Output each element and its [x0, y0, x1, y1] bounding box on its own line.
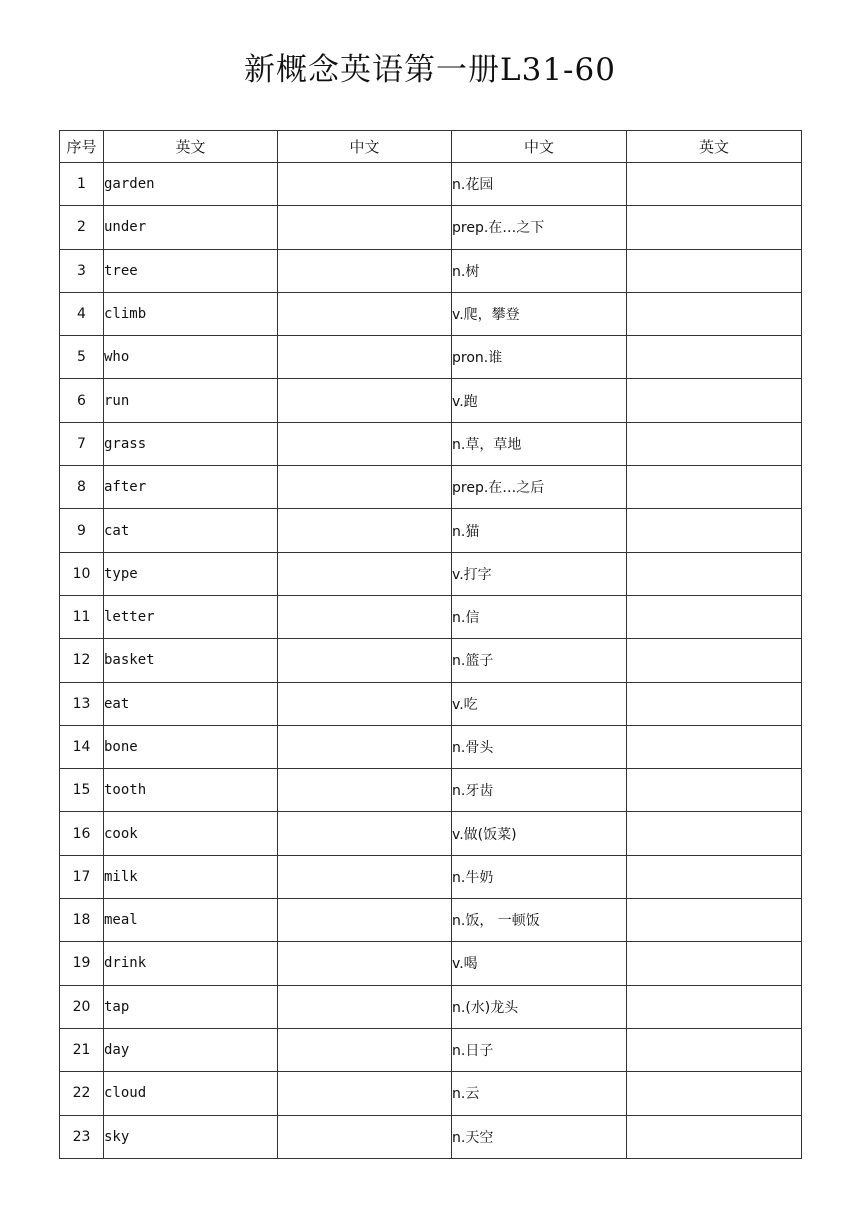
english-word: tap	[104, 985, 278, 1028]
chinese-answer-cell	[278, 206, 452, 249]
chinese-answer-cell	[278, 595, 452, 638]
english-word: tooth	[104, 769, 278, 812]
english-word: tree	[104, 249, 278, 292]
english-word: milk	[104, 855, 278, 898]
row-number: 5	[60, 336, 104, 379]
table-row	[60, 1028, 802, 1071]
english-answer-cell	[627, 509, 802, 552]
table-row	[60, 1072, 802, 1115]
english-word: basket	[104, 639, 278, 682]
chinese-answer-cell	[278, 985, 452, 1028]
row-number: 6	[60, 379, 104, 422]
table-row	[60, 336, 802, 379]
row-number: 18	[60, 899, 104, 942]
chinese-answer-cell	[278, 336, 452, 379]
english-answer-cell	[627, 682, 802, 725]
english-word: day	[104, 1028, 278, 1071]
english-word: under	[104, 206, 278, 249]
table-row	[60, 682, 802, 725]
english-answer-cell	[627, 595, 802, 638]
chinese-meaning: n.(水)龙头	[452, 985, 627, 1028]
header-number: 序号	[60, 131, 104, 163]
chinese-meaning: prep.在…之后	[452, 466, 627, 509]
chinese-answer-cell	[278, 812, 452, 855]
row-number: 21	[60, 1028, 104, 1071]
chinese-answer-cell	[278, 855, 452, 898]
english-word: eat	[104, 682, 278, 725]
table-row	[60, 163, 802, 206]
chinese-answer-cell	[278, 422, 452, 465]
english-answer-cell	[627, 855, 802, 898]
chinese-meaning: n.猫	[452, 509, 627, 552]
table-row	[60, 292, 802, 335]
table-row	[60, 985, 802, 1028]
chinese-answer-cell	[278, 249, 452, 292]
table-row	[60, 769, 802, 812]
english-answer-cell	[627, 292, 802, 335]
chinese-meaning: n.饭， 一顿饭	[452, 899, 627, 942]
row-number: 1	[60, 163, 104, 206]
row-number: 22	[60, 1072, 104, 1115]
row-number: 7	[60, 422, 104, 465]
chinese-meaning: n.树	[452, 249, 627, 292]
chinese-answer-cell	[278, 1115, 452, 1158]
english-answer-cell	[627, 552, 802, 595]
table-row	[60, 552, 802, 595]
english-word: sky	[104, 1115, 278, 1158]
row-number: 23	[60, 1115, 104, 1158]
english-word: grass	[104, 422, 278, 465]
row-number: 4	[60, 292, 104, 335]
english-answer-cell	[627, 379, 802, 422]
table-row	[60, 206, 802, 249]
row-number: 12	[60, 639, 104, 682]
page-title: 新概念英语第一册L31-60	[244, 52, 616, 88]
chinese-answer-cell	[278, 466, 452, 509]
chinese-answer-cell	[278, 942, 452, 985]
chinese-meaning: n.花园	[452, 163, 627, 206]
english-answer-cell	[627, 942, 802, 985]
english-word: cloud	[104, 1072, 278, 1115]
english-word: who	[104, 336, 278, 379]
chinese-answer-cell	[278, 1028, 452, 1071]
row-number: 11	[60, 595, 104, 638]
chinese-answer-cell	[278, 769, 452, 812]
chinese-meaning: n.牛奶	[452, 855, 627, 898]
english-word: drink	[104, 942, 278, 985]
chinese-meaning: n.牙齿	[452, 769, 627, 812]
row-number: 13	[60, 682, 104, 725]
english-word: climb	[104, 292, 278, 335]
header-chinese-blank: 中文	[278, 131, 452, 163]
english-word: letter	[104, 595, 278, 638]
table-row	[60, 899, 802, 942]
chinese-meaning: n.信	[452, 595, 627, 638]
table-row	[60, 379, 802, 422]
english-answer-cell	[627, 1028, 802, 1071]
chinese-meaning: n.天空	[452, 1115, 627, 1158]
chinese-answer-cell	[278, 682, 452, 725]
row-number: 10	[60, 552, 104, 595]
row-number: 14	[60, 725, 104, 768]
chinese-answer-cell	[278, 639, 452, 682]
table-row	[60, 855, 802, 898]
english-answer-cell	[627, 899, 802, 942]
english-answer-cell	[627, 422, 802, 465]
table-row	[60, 249, 802, 292]
row-number: 8	[60, 466, 104, 509]
english-word: cat	[104, 509, 278, 552]
english-word: garden	[104, 163, 278, 206]
chinese-answer-cell	[278, 725, 452, 768]
english-answer-cell	[627, 725, 802, 768]
row-number: 16	[60, 812, 104, 855]
table-row	[60, 595, 802, 638]
row-number: 9	[60, 509, 104, 552]
row-number: 15	[60, 769, 104, 812]
english-word: after	[104, 466, 278, 509]
chinese-meaning: v.爬，攀登	[452, 292, 627, 335]
english-word: meal	[104, 899, 278, 942]
chinese-meaning: v.跑	[452, 379, 627, 422]
table-row	[60, 466, 802, 509]
chinese-meaning: pron.谁	[452, 336, 627, 379]
header-chinese: 中文	[452, 131, 627, 163]
table-row	[60, 942, 802, 985]
row-number: 17	[60, 855, 104, 898]
english-answer-cell	[627, 985, 802, 1028]
row-number: 3	[60, 249, 104, 292]
english-answer-cell	[627, 1115, 802, 1158]
chinese-meaning: n.骨头	[452, 725, 627, 768]
chinese-answer-cell	[278, 292, 452, 335]
english-answer-cell	[627, 466, 802, 509]
chinese-answer-cell	[278, 1072, 452, 1115]
english-answer-cell	[627, 812, 802, 855]
chinese-meaning: v.吃	[452, 682, 627, 725]
row-number: 20	[60, 985, 104, 1028]
table-row	[60, 639, 802, 682]
english-word: bone	[104, 725, 278, 768]
row-number: 19	[60, 942, 104, 985]
chinese-meaning: v.喝	[452, 942, 627, 985]
english-word: type	[104, 552, 278, 595]
chinese-meaning: n.云	[452, 1072, 627, 1115]
header-row	[60, 131, 802, 163]
english-answer-cell	[627, 336, 802, 379]
english-answer-cell	[627, 206, 802, 249]
chinese-meaning: n.日子	[452, 1028, 627, 1071]
english-answer-cell	[627, 1072, 802, 1115]
english-answer-cell	[627, 639, 802, 682]
table-row	[60, 1115, 802, 1158]
english-answer-cell	[627, 163, 802, 206]
english-answer-cell	[627, 769, 802, 812]
english-word: run	[104, 379, 278, 422]
table-row	[60, 812, 802, 855]
english-word: cook	[104, 812, 278, 855]
chinese-meaning: prep.在…之下	[452, 206, 627, 249]
chinese-answer-cell	[278, 379, 452, 422]
table-row	[60, 422, 802, 465]
chinese-meaning: v.打字	[452, 552, 627, 595]
chinese-answer-cell	[278, 163, 452, 206]
header-english: 英文	[104, 131, 278, 163]
header-english-blank: 英文	[627, 131, 802, 163]
chinese-answer-cell	[278, 899, 452, 942]
table-row	[60, 725, 802, 768]
chinese-answer-cell	[278, 509, 452, 552]
chinese-meaning: n.草，草地	[452, 422, 627, 465]
english-answer-cell	[627, 249, 802, 292]
chinese-meaning: v.做(饭菜)	[452, 812, 627, 855]
row-number: 2	[60, 206, 104, 249]
chinese-meaning: n.篮子	[452, 639, 627, 682]
chinese-answer-cell	[278, 552, 452, 595]
vocabulary-table	[59, 130, 802, 1159]
table-row	[60, 509, 802, 552]
